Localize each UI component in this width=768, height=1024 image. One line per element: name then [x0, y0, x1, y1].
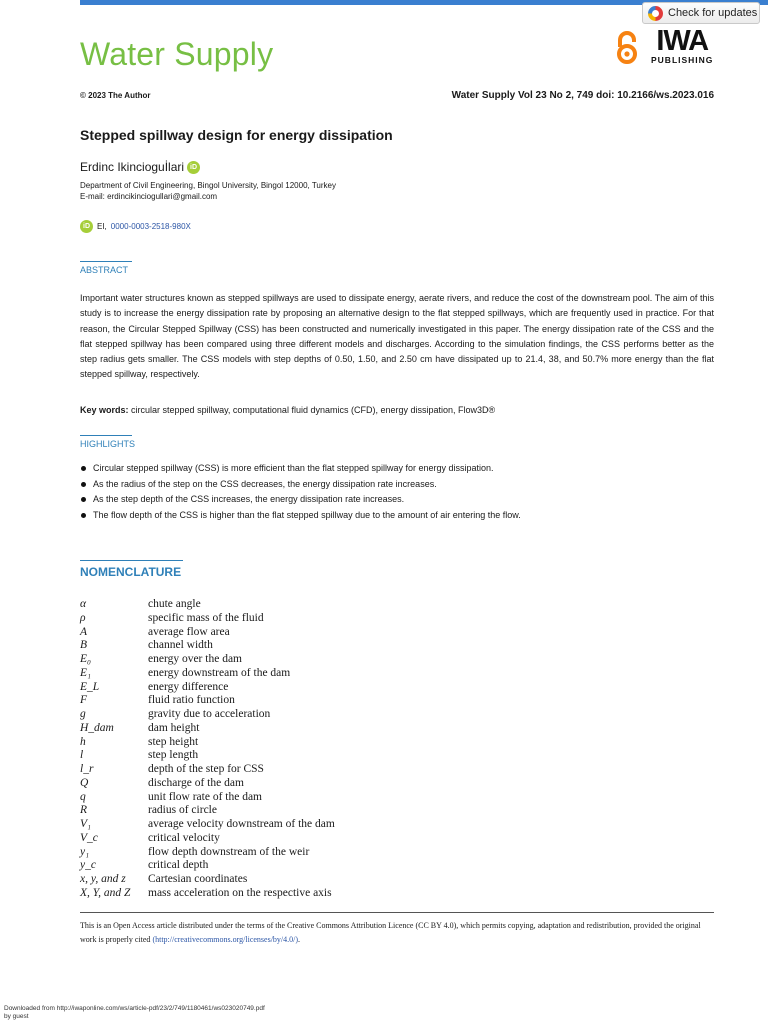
iwa-publishing-logo: [651, 27, 713, 65]
nomenclature-definition: chute angle: [148, 598, 201, 610]
nomenclature-row: [80, 873, 335, 887]
nomenclature-row: [80, 804, 335, 818]
keywords-label: Key words:: [80, 405, 129, 415]
nomenclature-symbol: Q: [80, 776, 89, 789]
copyright-notice: © 2023 The Author: [80, 91, 151, 100]
nomenclature-row: [80, 598, 335, 612]
download-note-line: Downloaded from http://iwaponline.com/ws/article-pdf/23/2/749/1180461/ws023020749.pdf: [4, 1005, 265, 1012]
author-email: E-mail: erdincikinciogullari@gmail.com: [80, 192, 218, 201]
keywords-line: [80, 405, 495, 415]
nomenclature-definition: Cartesian coordinates: [148, 873, 248, 885]
journal-title: Water Supply: [80, 36, 274, 72]
nomenclature-symbol: X, Y, and Z: [80, 886, 131, 899]
footer-divider: [80, 912, 714, 913]
nomenclature-definition: flow depth downstream of the weir: [148, 845, 310, 858]
abstract-text: Important water structures known as stepped spillways are used to dissipate energy, aerate rivers, and reduce the cost of the downstream pool. The aim of this study is to increase the energy dissipation rate by proposing an alternative design to the flat stepped spillways, which are frequently used in practice. For that reason, the Circular Stepped Spillway (CSS) has been constructed and numerically investigated in this paper. The energy dissipation rate of the CSS and the flat stepped spillway has been compared using three different models and discharges. According to the simulation findings, the CSS performs better as the step radius gets smaller. The CSS models with step depths of 0.50, 1.50, and 2.50 cm have dissipated up to 21.4, 38, and 50.7% more energy than the flat stepped spillway, respectively.: [80, 293, 714, 380]
nomenclature-symbol: g: [80, 708, 86, 720]
highlight-item: As the radius of the step on the CSS decreases, the energy dissipation rate increases.: [80, 477, 521, 493]
citation-line: Water Supply Vol 23 No 2, 749 doi: 10.2166/ws.2023.016: [451, 90, 714, 101]
nomenclature-symbol: V_c: [80, 831, 98, 844]
nomenclature-symbol: ρ: [80, 611, 86, 624]
highlight-item: The flow depth of the CSS is higher than the flat stepped spillway due to the amount of air entering the flow.: [80, 508, 521, 524]
keywords-text: circular stepped spillway, computational fluid dynamics (CFD), energy dissipation, Flow3D®: [131, 405, 496, 415]
nomenclature-symbol: E_L: [80, 680, 100, 693]
affiliation-block: [80, 180, 336, 202]
orcid-icon[interactable]: iD: [187, 161, 200, 174]
nomenclature-definition: average velocity downstream of the dam: [148, 818, 335, 830]
nomenclature-definition: mass acceleration on the respective axis: [148, 886, 332, 899]
download-note-line: by guest: [4, 1013, 29, 1020]
nomenclature-definition: energy over the dam: [148, 653, 242, 665]
license-notice: [80, 919, 714, 947]
nomenclature-row: [80, 612, 335, 626]
affiliation: Department of Civil Engineering, Bingol University, Bingol 12000, Turkey: [80, 181, 336, 190]
nomenclature-symbol: V₁: [80, 818, 92, 830]
nomenclature-definition: fluid ratio function: [148, 694, 235, 707]
open-access-icon: [616, 30, 638, 66]
nomenclature-row: [80, 653, 335, 667]
nomenclature-definition: unit flow rate of the dam: [148, 790, 263, 803]
nomenclature-definition: energy downstream of the dam: [148, 666, 291, 679]
nomenclature-definition: energy difference: [148, 680, 229, 693]
highlights-heading: HIGHLIGHTS: [80, 439, 136, 449]
check-for-updates-button[interactable]: [642, 2, 760, 24]
nomenclature-definition: depth of the step for CSS: [148, 763, 264, 775]
nomenclature-row: [80, 722, 335, 736]
nomenclature-definition: channel width: [148, 639, 213, 652]
orcid-line: [80, 220, 191, 233]
orcid-link[interactable]: 0000-0003-2518-980X: [110, 222, 191, 231]
nomenclature-definition: discharge of the dam: [148, 776, 244, 789]
orcid-initials: EI,: [97, 222, 107, 231]
nomenclature-row: [80, 859, 335, 873]
nomenclature-row: [80, 694, 335, 708]
nomenclature-definition: critical velocity: [148, 831, 220, 844]
highlight-item: Circular stepped spillway (CSS) is more efficient than the flat stepped spillway for energy dissipation.: [80, 461, 521, 477]
nomenclature-row: [80, 749, 335, 763]
nomenclature-row: [80, 791, 335, 805]
nomenclature-symbol: E₀: [80, 653, 92, 665]
nomenclature-row: [80, 736, 335, 750]
nomenclature-symbol: l: [80, 749, 84, 762]
highlight-item: As the step depth of the CSS increases, the energy dissipation rate increases.: [80, 492, 521, 508]
nomenclature-row: [80, 818, 335, 832]
nomenclature-symbol: y₁: [80, 845, 90, 858]
nomenclature-symbol: x, y, and z: [80, 873, 126, 885]
nomenclature-symbol: h: [80, 735, 86, 748]
check-updates-label: Check for updates: [668, 7, 758, 19]
nomenclature-symbol: E₁: [80, 666, 92, 679]
article-title: Stepped spillway design for energy dissipation: [80, 127, 393, 143]
nomenclature-symbol: q: [80, 790, 86, 803]
nomenclature-definition: average flow area: [148, 625, 230, 638]
nomenclature-symbol: F: [80, 694, 88, 707]
nomenclature-definition: gravity due to acceleration: [148, 708, 271, 720]
license-link[interactable]: (http://creativecommons.org/licenses/by/4.0/): [152, 935, 299, 944]
nomenclature-row: [80, 777, 335, 791]
download-note: [4, 1005, 265, 1021]
nomenclature-row: [80, 667, 335, 681]
nomenclature-symbol: α: [80, 598, 87, 610]
nomenclature-heading: NOMENCLATURE: [80, 565, 182, 579]
nomenclature-row: [80, 626, 335, 640]
nomenclature-definition: specific mass of the fluid: [148, 611, 264, 624]
nomenclature-row: [80, 708, 335, 722]
nomenclature-row: [80, 639, 335, 653]
nomenclature-row: [80, 887, 335, 901]
nomenclature-definition: step length: [148, 749, 199, 762]
nomenclature-symbol: l_r: [80, 763, 94, 775]
nomenclature-definition: critical depth: [148, 859, 209, 872]
nomenclature-row: [80, 832, 335, 846]
license-text: This is an Open Access article distributed under the terms of the Creative Commons Attribution Licence (CC BY 4.0), which permits copying, adaptation and redistribution, provided the original work is properly cited: [80, 921, 701, 944]
nomenclature-symbol: y_c: [80, 859, 96, 872]
nomenclature-list: [80, 598, 335, 901]
nomenclature-row: [80, 846, 335, 860]
nomenclature-definition: dam height: [148, 721, 200, 734]
nomenclature-row: [80, 763, 335, 777]
author-name: Erdinc Ikincioguİlari: [80, 160, 185, 174]
nomenclature-definition: step height: [148, 735, 199, 748]
nomenclature-symbol: A: [80, 625, 88, 638]
nomenclature-row: [80, 681, 335, 695]
nomenclature-symbol: H_dam: [80, 721, 114, 734]
iwa-logo-mark: IWA: [656, 25, 709, 57]
nomenclature-symbol: B: [80, 639, 88, 652]
abstract-heading: ABSTRACT: [80, 265, 129, 275]
nomenclature-symbol: R: [80, 804, 88, 817]
orcid-icon: iD: [80, 220, 93, 233]
check-updates-icon: [648, 6, 663, 21]
iwa-logo-publishing: PUBLISHING: [651, 55, 714, 65]
highlights-list: [80, 461, 521, 523]
license-end: .: [298, 935, 301, 944]
author-line: [80, 160, 200, 174]
nomenclature-definition: radius of circle: [148, 804, 217, 817]
